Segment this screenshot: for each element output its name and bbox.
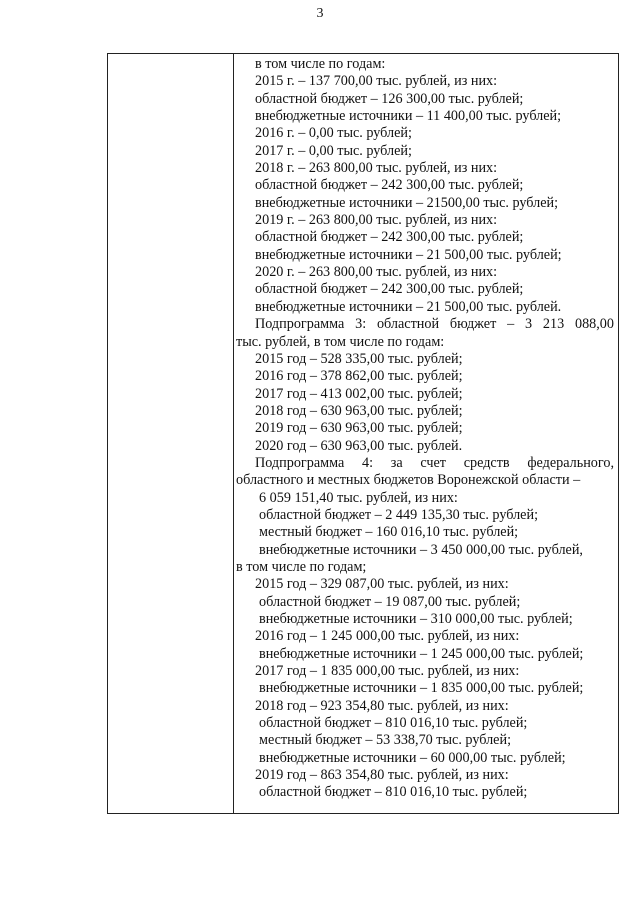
text-line: 2020 год – 630 963,00 тыс. рублей. xyxy=(255,437,463,454)
text-line: внебюджетные источники – 3 450 000,00 тыс. рублей, xyxy=(259,541,583,558)
text-line: местный бюджет – 53 338,70 тыс. рублей; xyxy=(259,732,512,749)
text-line: областной бюджет – 810 016,10 тыс. рублей; xyxy=(259,715,528,732)
text-line: 2015 год – 329 087,00 тыс. рублей, из них: xyxy=(255,576,509,593)
text-line: 2015 г. – 137 700,00 тыс. рублей, из них: xyxy=(255,73,498,90)
text-line: внебюджетные источники – 1 245 000,00 тыс. рублей; xyxy=(259,645,584,662)
text-line: 2018 г. – 263 800,00 тыс. рублей, из них: xyxy=(255,160,498,177)
text-line: внебюджетные источники – 310 000,00 тыс. рублей; xyxy=(259,611,573,627)
text-line: 2016 год – 1 245 000,00 тыс. рублей, из них: xyxy=(255,628,520,645)
document-table xyxy=(107,53,619,814)
text-line: областной бюджет – 242 300,00 тыс. рублей; xyxy=(255,229,524,246)
text-line: областной бюджет – 2 449 135,30 тыс. рублей; xyxy=(259,506,539,523)
text-line: в том числе по годам: xyxy=(255,56,386,72)
text-line: 2017 год – 413 002,00 тыс. рублей; xyxy=(255,385,463,402)
page-number: 3 xyxy=(316,6,324,21)
text-line: областной бюджет – 810 016,10 тыс. рублей; xyxy=(259,784,528,801)
text-line: внебюджетные источники – 1 835 000,00 тыс. рублей; xyxy=(259,680,584,697)
text-line: внебюджетные источники – 21 500,00 тыс. рублей. xyxy=(255,298,562,315)
text-line: 2016 г. – 0,00 тыс. рублей; xyxy=(255,125,412,142)
table-left-column xyxy=(108,54,234,813)
text-line: областной бюджет – 242 300,00 тыс. рублей; xyxy=(255,281,524,298)
text-line: Подпрограмма 4: за счет средств федерального, xyxy=(255,454,614,471)
text-line: 2018 год – 923 354,80 тыс. рублей, из них: xyxy=(255,697,509,714)
text-line: областной бюджет – 19 087,00 тыс. рублей; xyxy=(259,593,521,610)
text-line: 2015 год – 528 335,00 тыс. рублей; xyxy=(255,350,463,367)
text-line: местный бюджет – 160 016,10 тыс. рублей; xyxy=(259,524,519,541)
text-line: 6 059 151,40 тыс. рублей, из них: xyxy=(259,489,458,506)
text-line: 2019 год – 630 963,00 тыс. рублей; xyxy=(255,420,463,437)
text-line: внебюджетные источники – 60 000,00 тыс. рублей; xyxy=(259,749,566,766)
table-right-column xyxy=(236,56,616,815)
text-line: 2016 год – 378 862,00 тыс. рублей; xyxy=(255,368,463,385)
text-line: внебюджетные источники – 11 400,00 тыс. рублей; xyxy=(255,108,562,125)
text-line: Подпрограмма 3: областной бюджет – 3 213 088,00 xyxy=(255,316,614,333)
text-line: тыс. рублей, в том числе по годам: xyxy=(236,333,445,350)
text-line: 2017 г. – 0,00 тыс. рублей; xyxy=(255,142,412,159)
text-line: 2018 год – 630 963,00 тыс. рублей; xyxy=(255,402,463,419)
text-line: 2019 г. – 263 800,00 тыс. рублей, из них: xyxy=(255,212,498,229)
text-line: областного и местных бюджетов Воронежской области – xyxy=(236,472,581,489)
text-line: внебюджетные источники – 21500,00 тыс. рублей; xyxy=(255,194,559,211)
text-line: 2020 г. – 263 800,00 тыс. рублей, из них: xyxy=(255,264,498,281)
text-line: внебюджетные источники – 21 500,00 тыс. рублей; xyxy=(255,246,562,263)
text-line: в том числе по годам; xyxy=(236,558,367,575)
text-line: областной бюджет – 126 300,00 тыс. рублей; xyxy=(255,90,524,107)
text-line: областной бюджет – 242 300,00 тыс. рублей; xyxy=(255,177,524,194)
text-line: 2017 год – 1 835 000,00 тыс. рублей, из них: xyxy=(255,663,520,680)
text-line: 2019 год – 863 354,80 тыс. рублей, из них: xyxy=(255,767,509,784)
